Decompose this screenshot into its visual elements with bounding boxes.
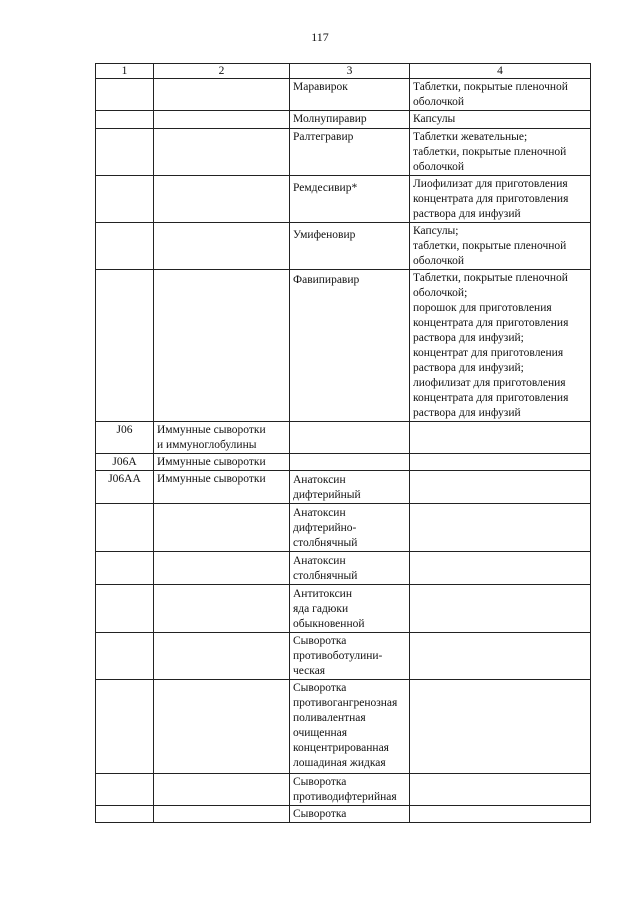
dosage-forms-cell (410, 471, 591, 504)
group-name-cell (154, 504, 290, 552)
group-name-cell (154, 129, 290, 176)
dosage-forms-line: раствора для инфузий; (413, 332, 524, 344)
drug-name-cell (290, 680, 410, 774)
drug-name-line: дифтерийно- (293, 522, 357, 534)
dosage-forms-line: концентрат для приготовления (413, 347, 564, 359)
dosage-forms-line: оболочкой; (413, 287, 468, 299)
group-name-cell (154, 774, 290, 806)
atc-code-cell (96, 585, 154, 633)
dosage-forms-line: оболочкой (413, 96, 465, 108)
group-name-cell (154, 633, 290, 680)
atc-code-cell (96, 680, 154, 774)
group-name-cell (154, 111, 290, 129)
dosage-forms-line: лиофилизат для приготовления (413, 377, 566, 389)
drug-name-line: столбнячный (293, 537, 358, 549)
dosage-forms-line: Таблетки, покрытые пленочной (413, 81, 568, 93)
dosage-forms-line: концентрата для приготовления (413, 317, 569, 329)
drug-name-cell (290, 79, 410, 111)
drug-name-cell (290, 422, 410, 454)
atc-code-cell: J06A (96, 454, 154, 471)
group-name-cell (154, 422, 290, 454)
dosage-forms-line: Капсулы (413, 113, 456, 125)
dosage-forms-cell (410, 129, 591, 176)
dosage-forms-cell (410, 806, 591, 823)
dosage-forms-cell (410, 504, 591, 552)
dosage-forms-cell (410, 111, 591, 129)
drug-name-line: дифтерийный (293, 489, 361, 501)
drug-name-cell (290, 633, 410, 680)
atc-code-cell (96, 552, 154, 585)
group-name-cell (154, 270, 290, 422)
drug-name-line: Антитоксин (293, 588, 352, 600)
drug-name-line: яда гадюки (293, 603, 349, 615)
dosage-forms-line: таблетки, покрытые пленочной (413, 146, 567, 158)
dosage-forms-cell (410, 552, 591, 585)
atc-code-cell (96, 806, 154, 823)
group-name-cell (154, 806, 290, 823)
table-row (96, 504, 591, 552)
dosage-forms-cell (410, 223, 591, 270)
drug-name-cell (290, 270, 410, 422)
table-row (96, 471, 591, 504)
drug-name-cell (290, 585, 410, 633)
atc-code-cell (96, 111, 154, 129)
group-name-cell (154, 552, 290, 585)
drug-name-line: Ралтегравир (293, 131, 354, 143)
dosage-forms-line: оболочкой (413, 255, 465, 267)
group-name-line: Иммунные сыворотки (157, 456, 266, 468)
dosage-forms-cell (410, 270, 591, 422)
drug-name-line: Ремдесивир* (293, 182, 358, 194)
drug-name-line: Анатоксин (293, 507, 346, 519)
table-row (96, 223, 591, 270)
atc-code-cell (96, 633, 154, 680)
dosage-forms-cell (410, 774, 591, 806)
column-header-2: 2 (154, 64, 290, 79)
dosage-forms-cell (410, 633, 591, 680)
drug-name-line: столбнячный (293, 570, 358, 582)
group-name-line: и иммуноглобулины (157, 439, 257, 451)
column-header-1: 1 (96, 64, 154, 79)
drug-name-line: Сыворотка (293, 776, 347, 788)
drug-name-line: Умифеновир (293, 229, 356, 241)
atc-code-cell (96, 223, 154, 270)
group-name-cell (154, 680, 290, 774)
drug-name-line: противодифтерийная (293, 791, 397, 803)
dosage-forms-line: раствора для инфузий (413, 208, 521, 220)
drug-table (95, 63, 591, 823)
atc-code-cell (96, 774, 154, 806)
drug-name-cell (290, 504, 410, 552)
drug-name-line: Анатоксин (293, 474, 346, 486)
drug-name-cell (290, 111, 410, 129)
drug-name-line: Фавипиравир (293, 274, 360, 286)
drug-name-cell (290, 223, 410, 270)
drug-name-cell (290, 774, 410, 806)
dosage-forms-cell (410, 422, 591, 454)
dosage-forms-line: концентрата для приготовления (413, 392, 569, 404)
dosage-forms-line: Таблетки, покрытые пленочной (413, 272, 568, 284)
drug-name-line: Сыворотка (293, 808, 347, 820)
dosage-forms-line: концентрата для приготовления (413, 193, 569, 205)
group-name-line: Иммунные сыворотки (157, 424, 266, 436)
dosage-forms-line: таблетки, покрытые пленочной (413, 240, 567, 252)
drug-name-line: обыкновенной (293, 618, 365, 630)
table-row (96, 111, 591, 129)
table-header-row (96, 64, 591, 79)
dosage-forms-line: Капсулы; (413, 225, 459, 237)
atc-code-cell: J06 (96, 422, 154, 454)
dosage-forms-line: Лиофилизат для приготовления (413, 178, 568, 190)
atc-code-cell (96, 79, 154, 111)
drug-name-line: Сыворотка (293, 682, 347, 694)
table-row (96, 633, 591, 680)
group-name-cell (154, 79, 290, 111)
group-name-line: Иммунные сыворотки (157, 473, 266, 485)
table-row (96, 585, 591, 633)
drug-name-line: противоботулини- (293, 650, 383, 662)
drug-name-line: лошадиная жидкая (293, 757, 386, 769)
group-name-cell (154, 471, 290, 504)
dosage-forms-line: оболочкой (413, 161, 465, 173)
drug-name-line: Анатоксин (293, 555, 346, 567)
drug-name-cell (290, 552, 410, 585)
drug-name-line: противогангренозная (293, 697, 398, 709)
dosage-forms-cell (410, 176, 591, 223)
dosage-forms-line: раствора для инфузий; (413, 362, 524, 374)
dosage-forms-line: Таблетки жевательные; (413, 131, 528, 143)
dosage-forms-cell (410, 454, 591, 471)
drug-name-line: Молнупиравир (293, 113, 367, 125)
drug-name-line: поливалентная (293, 712, 366, 724)
dosage-forms-line: порошок для приготовления (413, 302, 552, 314)
dosage-forms-cell (410, 680, 591, 774)
table-row (96, 552, 591, 585)
table-row (96, 79, 591, 111)
atc-code-cell (96, 504, 154, 552)
group-name-cell (154, 454, 290, 471)
drug-name-line: Маравирок (293, 81, 348, 93)
drug-name-cell (290, 129, 410, 176)
drug-name-line: Сыворотка (293, 635, 347, 647)
atc-code-cell (96, 270, 154, 422)
table-row (96, 806, 591, 823)
drug-name-cell (290, 454, 410, 471)
table-row (96, 270, 591, 422)
page-number: 117 (311, 30, 329, 44)
drug-name-cell (290, 176, 410, 223)
table-row (96, 129, 591, 176)
atc-code-cell (96, 129, 154, 176)
drug-name-line: очищенная (293, 727, 348, 739)
drug-name-line: концентрированная (293, 742, 389, 754)
group-name-cell (154, 223, 290, 270)
group-name-cell (154, 176, 290, 223)
drug-name-line: ческая (293, 665, 326, 677)
table-row (96, 422, 591, 454)
drug-name-cell (290, 806, 410, 823)
atc-code-cell: J06AA (96, 471, 154, 504)
dosage-forms-cell (410, 585, 591, 633)
table-row (96, 454, 591, 471)
dosage-forms-cell (410, 79, 591, 111)
table-row (96, 774, 591, 806)
atc-code-cell (96, 176, 154, 223)
table-row (96, 680, 591, 774)
group-name-cell (154, 585, 290, 633)
column-header-3: 3 (290, 64, 410, 79)
dosage-forms-line: раствора для инфузий (413, 407, 521, 419)
table-body (96, 79, 591, 823)
column-header-4: 4 (410, 64, 591, 79)
drug-name-cell (290, 471, 410, 504)
table-row (96, 176, 591, 223)
